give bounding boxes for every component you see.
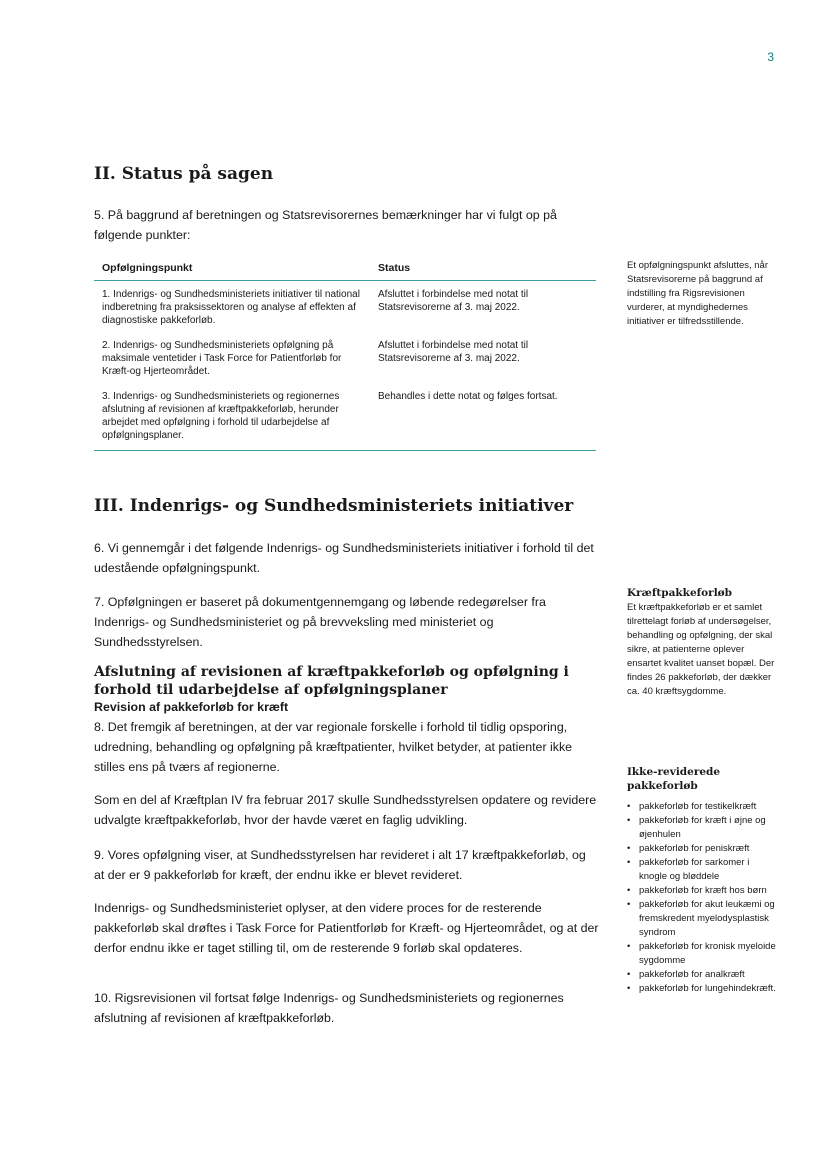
bullet-icon: • [627, 801, 631, 812]
header-follow-up-point: Opfølgningspunkt [94, 256, 370, 281]
list-item [627, 940, 777, 968]
list-item-text: pakkeforløb for kronisk myeloide sygdomme [639, 941, 776, 966]
sidebar-box1-title: Kræftpakkeforløb [627, 587, 733, 599]
list-item [627, 814, 777, 842]
paragraph-8b: Som en del af Kræftplan IV fra februar 2017 skulle Sundhedsstyrelsen opdatere og revidere udvalgte kræftpakkeforløb, hvor der havde været en faglig udvikling. [94, 793, 597, 827]
section-3-title: III. Indenrigs- og Sundhedsministeriets initiativer [94, 496, 574, 516]
paragraph-9b: Indenrigs- og Sundhedsministeriet oplyser, at den videre proces for de resterende pakkeforløb skal drøftes i Task Force for Patientforløb for Kræft- og Hjerteområdet, og at der derfor endnu ikke er taget stilling til, om de resterende 9 forløb skal opdateres. [94, 901, 599, 955]
section-2-title: II. Status på sagen [94, 164, 274, 184]
bullet-icon: • [627, 983, 631, 994]
paragraph-10: 10. Rigsrevisionen vil fortsat følge Indenrigs- og Sundhedsministeriets og regionernes afslutning af revisionen af kræftpakkeforløb. [94, 991, 564, 1025]
bullet-icon: • [627, 815, 631, 826]
paragraph-8: 8. Det fremgik af beretningen, at der var regionale forskelle i forhold til tidlig opsporing, udredning, behandling og opfølgning på kræftpatienter, hvilket betyder, at patienter ikke stilles ens på tværs af regionerne. [94, 720, 573, 774]
row-1-status: Afsluttet i forbindelse med notat til Statsrevisorerne af 3. maj 2022. [378, 289, 529, 313]
list-item [627, 982, 777, 996]
table-header-row [94, 256, 596, 281]
follow-up-table [94, 256, 596, 451]
list-item [627, 884, 777, 898]
row-3-point: 3. Indenrigs- og Sundhedsministeriets og regionernes afslutning af revisionen af kræftpakkeforløb, herunder arbejdet med opfølgning i forhold til udarbejdelse af opfølgningsplaner. [94, 383, 370, 451]
list-item-text: pakkeforløb for testikelkræft [639, 801, 757, 812]
row-3-status: Behandles i dette notat og følges fortsat. [370, 383, 596, 451]
header-status: Status [370, 256, 596, 281]
paragraph-7: 7. Opfølgningen er baseret på dokumentgennemgang og løbende redegørelser fra Indenrigs- og Sundhedsministeriet og på brevveksling med ministeriet og Sundhedsstyrelsen. [94, 595, 546, 649]
sidebar-box2-title: Ikke-reviderede pakkeforløb [627, 766, 721, 792]
paragraph-9: 9. Vores opfølgning viser, at Sundhedsstyrelsen har revideret i alt 17 kræftpakkeforløb, og at der er 9 pakkeforløb for kræft, der endnu ikke er blevet revideret. [94, 848, 586, 882]
table-row [94, 281, 596, 333]
side-note-follow-up: Et opfølgningspunkt afsluttes, når Statsrevisorerne på baggrund af indstilling fra Rigsrevisionen vurderer, at myndighedernes initiativer er tilfredsstillende. [627, 260, 768, 327]
sidebar-box2-list [627, 800, 777, 996]
list-item [627, 842, 777, 856]
sidebar-box1-text: Et kræftpakkeforløb er et samlet tilrettelagt forløb af undersøgelser, behandling og opfølgning, der skal sikre, at patienterne oplever ensartet kvalitet uanset bopæl. Der findes 26 pakkeforløb, der dækker ca. 40 kræftsygdomme. [627, 602, 775, 697]
list-item-text: pakkeforløb for kræft hos børn [639, 885, 767, 896]
subheading: Afslutning af revisionen af kræftpakkeforløb og opfølgning i forhold til udarbejdelse af opfølgningsplaner [94, 664, 569, 698]
list-item [627, 898, 777, 940]
paragraph-6: 6. Vi gennemgår i det følgende Indenrigs- og Sundhedsministeriets initiativer i forhold til det udestående opfølgningspunkt. [94, 541, 594, 575]
page-number: 3 [767, 50, 774, 64]
list-item-text: pakkeforløb for akut leukæmi og fremskredent myelodysplastisk syndrom [639, 899, 775, 938]
bullet-icon: • [627, 885, 631, 896]
list-item [627, 968, 777, 982]
list-item [627, 800, 777, 814]
list-item-text: pakkeforløb for peniskræft [639, 843, 750, 854]
bullet-icon: • [627, 899, 631, 910]
list-item-text: pakkeforløb for sarkomer i knogle og bløddele [639, 857, 750, 882]
subheading-revision: Revision af pakkeforløb for kræft [94, 700, 289, 714]
paragraph-5: 5. På baggrund af beretningen og Statsrevisorernes bemærkninger har vi fulgt op på følgende punkter: [94, 208, 557, 242]
list-item [627, 856, 777, 884]
bullet-icon: • [627, 857, 631, 868]
bullet-icon: • [627, 969, 631, 980]
bullet-icon: • [627, 843, 631, 854]
list-item-text: pakkeforløb for kræft i øjne og øjenhulen [639, 815, 766, 840]
row-1-point: 1. Indenrigs- og Sundhedsministeriets initiativer til national indberetning fra praksissektoren og analyse af effekten af diagnostiske pakkeforløb. [102, 289, 360, 326]
list-item-text: pakkeforløb for lungehindekræft. [639, 983, 776, 994]
table-row [94, 332, 596, 383]
bullet-icon: • [627, 941, 631, 952]
list-item-text: pakkeforløb for analkræft [639, 969, 745, 980]
table-row [94, 383, 596, 451]
row-2-point: 2. Indenrigs- og Sundhedsministeriets opfølgning på maksimale ventetider i Task Force for Patientforløb for Kræft-og Hjerteområdet. [102, 340, 342, 377]
row-2-status: Afsluttet i forbindelse med notat til Statsrevisorerne af 3. maj 2022. [378, 340, 529, 364]
